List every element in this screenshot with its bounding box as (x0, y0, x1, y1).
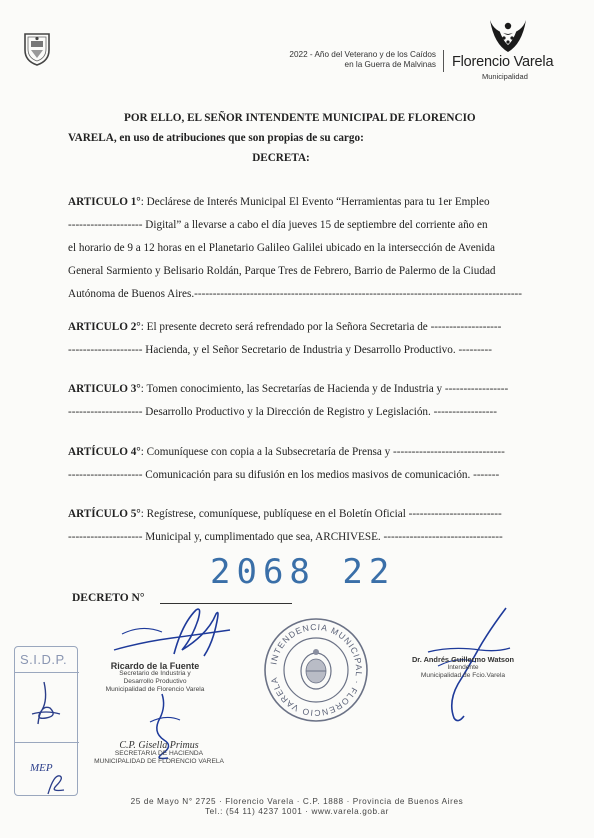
header-motto-line2: en la Guerra de Malvinas (344, 60, 436, 69)
article-4-line (68, 441, 524, 464)
sidp-stamp-divider (14, 742, 79, 743)
article-text: : Comuníquese con copia a la Subsecretaría de Prensa y ------------------------------ (140, 446, 505, 458)
sidp-initial-signature-icon (24, 680, 68, 741)
footer-address: 25 de Mayo N° 2725 · Florencio Varela · C.P. 1888 · Provincia de Buenos Aires (130, 797, 464, 806)
article-1-line: -------------------- Digital” a llevarse a cabo el día jueves 15 de septiembre del corriente año en (68, 219, 488, 231)
header-motto-line1: 2022 - Año del Veterano y de los Caídos (289, 50, 436, 59)
signatory-name: Ricardo de la Fuente (110, 661, 200, 671)
article-5-line: -------------------- Municipal y, cumplimentado que sea, ARCHIVESE. -------------------------------- (68, 531, 503, 543)
article-text: : Regístrese, comuníquese, publíquese en el Boletín Oficial ------------------------- (140, 508, 502, 520)
article-2-line (68, 316, 524, 339)
signatory-name: Dr. Andrés Guillermo Watson (411, 655, 515, 664)
article-2 (68, 316, 524, 362)
municipal-crest-icon (22, 30, 52, 66)
article-label: ARTICULO 2° (68, 321, 141, 333)
article-3 (68, 378, 524, 424)
preamble-varela: VARELA (68, 132, 114, 144)
article-5-line (68, 503, 524, 526)
sidp-stamp-title: S.I.D.P. (20, 652, 68, 667)
signatory-role: Secretario de Industria y (119, 670, 191, 677)
article-label: ARTICULO 1° (68, 196, 141, 208)
article-label: ARTÍCULO 4° (68, 446, 141, 458)
article-text: : Tomen conocimiento, las Secretarías de Hacienda y de Industria y ----------------- (140, 383, 509, 395)
signatory-name: C.P. Gisella Primus (119, 740, 199, 751)
decree-number-stamp: 2068 22 (210, 552, 396, 592)
article-3-line: -------------------- Desarrollo Productivo y la Dirección de Registro y Legislación. ----------------- (68, 406, 497, 418)
preamble-line2-rest: , en uso de atribuciones que son propias de su cargo: (113, 132, 364, 144)
header-divider (443, 50, 444, 72)
signature-block-intendente (388, 656, 538, 680)
article-1-line: el horario de 9 a 12 horas en el Planetario Galileo Galilei ubicado en la intersección de Avenida (68, 242, 495, 254)
article-1-line: Autónoma de Buenos Aires.---------------------------------------------------------------------------------------- (68, 288, 522, 300)
article-4-line: -------------------- Comunicación para su difusión en los medios masivos de comunicación. ------- (68, 469, 500, 481)
article-4 (68, 441, 524, 487)
article-1-line (68, 191, 524, 214)
signature-block-industry (80, 662, 230, 694)
article-2-line: -------------------- Hacienda, y el Señor Secretario de Industria y Desarrollo Productivo. --------- (68, 344, 492, 356)
brand-subtitle: Municipalidad (482, 72, 528, 81)
article-1 (68, 191, 524, 306)
sidp-stamp-divider (14, 672, 79, 673)
florencio-varela-logo-icon (484, 18, 532, 54)
signatory-role: Municipalidad de Florencio Varela (105, 686, 205, 693)
preamble-line1: POR ELLO, EL SEÑOR INTENDENTE MUNICIPAL DE FLORENCIO (124, 112, 476, 124)
signatory-role: Intendente (447, 664, 479, 671)
article-label: ARTÍCULO 5° (68, 508, 141, 520)
decreta-heading: DECRETA: (252, 152, 310, 164)
article-text: : El presente decreto será refrendado por la Señora Secretaria de ------------------- (140, 321, 502, 333)
signature-block-treasury (84, 742, 234, 766)
signature-de-la-fuente-icon (112, 604, 242, 669)
preamble-line2 (68, 128, 524, 148)
decree-number-label: DECRETO N° (72, 592, 145, 604)
article-label: ARTICULO 3° (68, 383, 141, 395)
brand-name: Florencio Varela (452, 54, 554, 70)
article-3-line (68, 378, 524, 401)
intendencia-seal (262, 616, 370, 724)
header-motto (196, 50, 436, 70)
article-1-line: General Sarmiento y Belisario Roldán, Parque Tres de Febrero, Barrio de Palermo de la Ciudad (68, 265, 496, 277)
seal-text: INTENDENCIA MUNICIPAL · FLORENCIO VARELA (268, 621, 365, 719)
signatory-role: Desarrollo Productivo (123, 678, 187, 685)
footer-contact: Tel.: (54 11) 4237 1001 · www.varela.gob.ar (204, 807, 390, 816)
signatory-role: MUNICIPALIDAD DE FLORENCIO VARELA (94, 758, 224, 765)
article-text: : Declárese de Interés Municipal El Evento “Herramientas para tu 1er Empleo (140, 196, 490, 208)
signatory-role: SECRETARIA DE HACIENDA (114, 750, 204, 757)
decree-preamble (68, 108, 524, 168)
article-5 (68, 503, 524, 549)
sidp-initials: MEP (30, 762, 53, 774)
signatory-role: Municipalidad de Fcio.Varela (420, 672, 506, 679)
